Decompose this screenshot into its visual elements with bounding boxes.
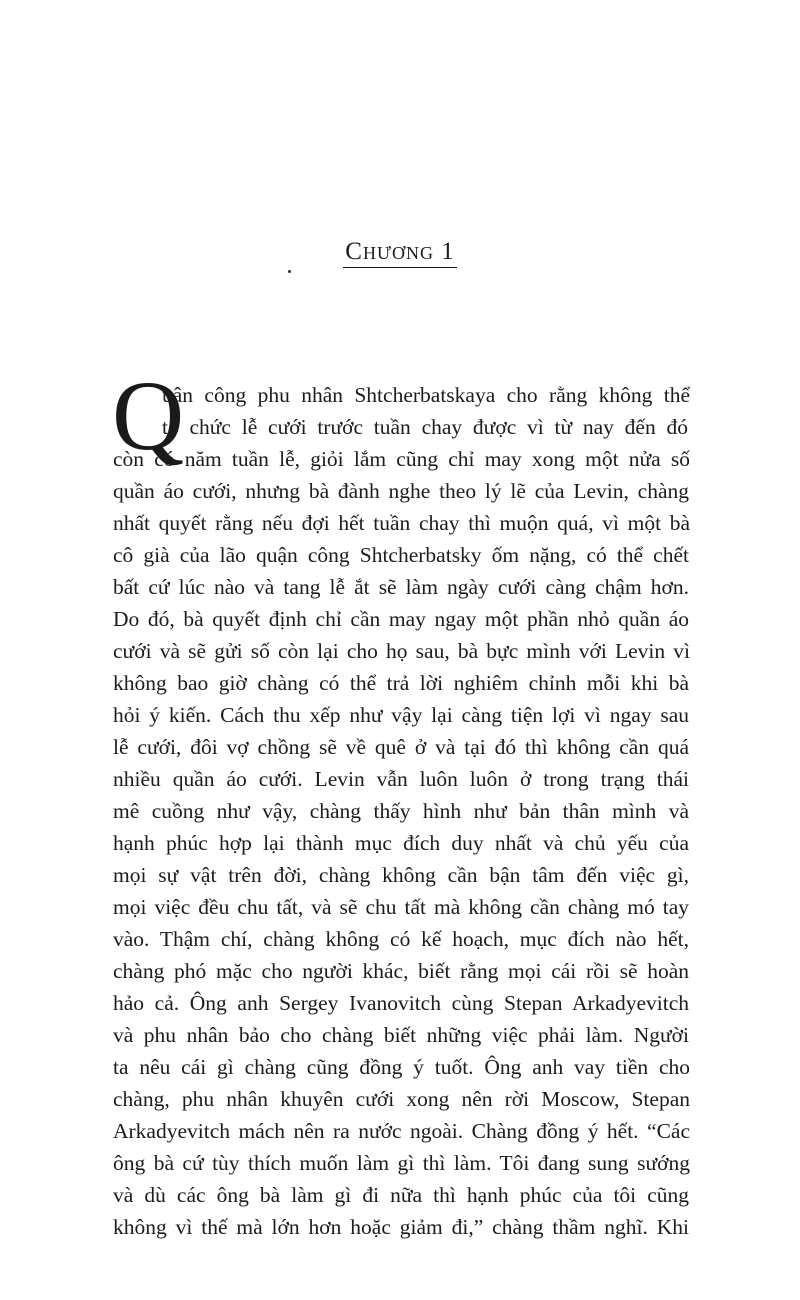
body-line: và phu nhân bảo cho chàng biết những việc phải làm. Người [113, 1023, 689, 1047]
drop-cap: Q [112, 360, 185, 471]
body-line: mê cuồng như vậy, chàng thấy hình như bản thân mình và [113, 799, 689, 823]
chapter-heading-word: hương [362, 238, 434, 265]
body-line: ta nêu cái gì chàng cũng đồng ý tuốt. Ông anh vay tiền cho [113, 1055, 690, 1079]
body-line: chàng phó mặc cho người khác, biết rằng mọi cái rồi sẽ hoàn [113, 959, 689, 983]
print-speck [288, 270, 291, 273]
body-line: còn có năm tuần lễ, giỏi lắm cũng chỉ may xong một nửa số [113, 447, 690, 471]
body-line: không vì thế mà lớn hơn hoặc giảm đi,” chàng thầm nghĩ. Khi [113, 1215, 689, 1239]
body-line: cưới và sẽ gửi số còn lại cho họ sau, bà bực mình với Levin vì [113, 639, 690, 663]
body-line: tổ chức lễ cưới trước tuần chay được vì từ nay đến đó [162, 415, 688, 439]
body-line: quần áo cưới, nhưng bà đành nghe theo lý lẽ của Levin, chàng [113, 479, 689, 503]
chapter-title [343, 238, 456, 268]
body-line: Do đó, bà quyết định chỉ cần may ngay một phần nhỏ quần áo [113, 607, 689, 631]
chapter-heading-initial: C [345, 238, 363, 265]
body-line: lễ cưới, đôi vợ chồng sẽ về quê ở và tại đó thì không cần quá [113, 735, 689, 759]
body-line: nhất quyết rằng nếu đợi hết tuần chay thì muộn quá, vì một bà [113, 511, 690, 535]
body-line: nhiều quần áo cưới. Levin vẫn luôn luôn ở trong trạng thái [113, 767, 689, 791]
body-line: mọi việc đều chu tất, và sẽ chu tất mà không cần chàng mó tay [113, 895, 689, 919]
body-line: không bao giờ chàng có thể trả lời nghiêm chỉnh mỗi khi bà [113, 671, 689, 695]
body-line: uận công phu nhân Shtcherbatskaya cho rằng không thể [162, 383, 690, 407]
body-line: chàng, phu nhân khuyên cưới xong nên rời Moscow, Stepan [113, 1087, 690, 1111]
body-line: vào. Thậm chí, chàng không có kế hoạch, mục đích nào hết, [113, 927, 689, 951]
body-line: ông bà cứ tùy thích muốn làm gì thì làm. Tôi đang sung sướng [113, 1151, 690, 1175]
body-line: bất cứ lúc nào và tang lễ ắt sẽ làm ngày cưới càng chậm hơn. [113, 575, 689, 599]
chapter-heading [0, 238, 800, 268]
body-line: và dù các ông bà làm gì đi nữa thì hạnh phúc của tôi cũng [113, 1183, 689, 1207]
body-line: mọi sự vật trên đời, chàng không cần bận tâm đến việc gì, [113, 863, 689, 887]
body-line: hảo cả. Ông anh Sergey Ivanovitch cùng Stepan Arkadyevitch [113, 991, 689, 1015]
body-line: Arkadyevitch mách nên ra nước ngoài. Chàng đồng ý hết. “Các [113, 1119, 690, 1143]
body-line: hỏi ý kiến. Cách thu xếp như vậy lại càng tiện lợi vì ngay sau [113, 703, 689, 727]
body-line: hạnh phúc hợp lại thành mục đích duy nhất và chủ yếu của [113, 831, 689, 855]
chapter-number: 1 [441, 238, 455, 265]
body-line: cô già của lão quận công Shtcherbatsky ốm nặng, có thể chết [113, 543, 689, 567]
